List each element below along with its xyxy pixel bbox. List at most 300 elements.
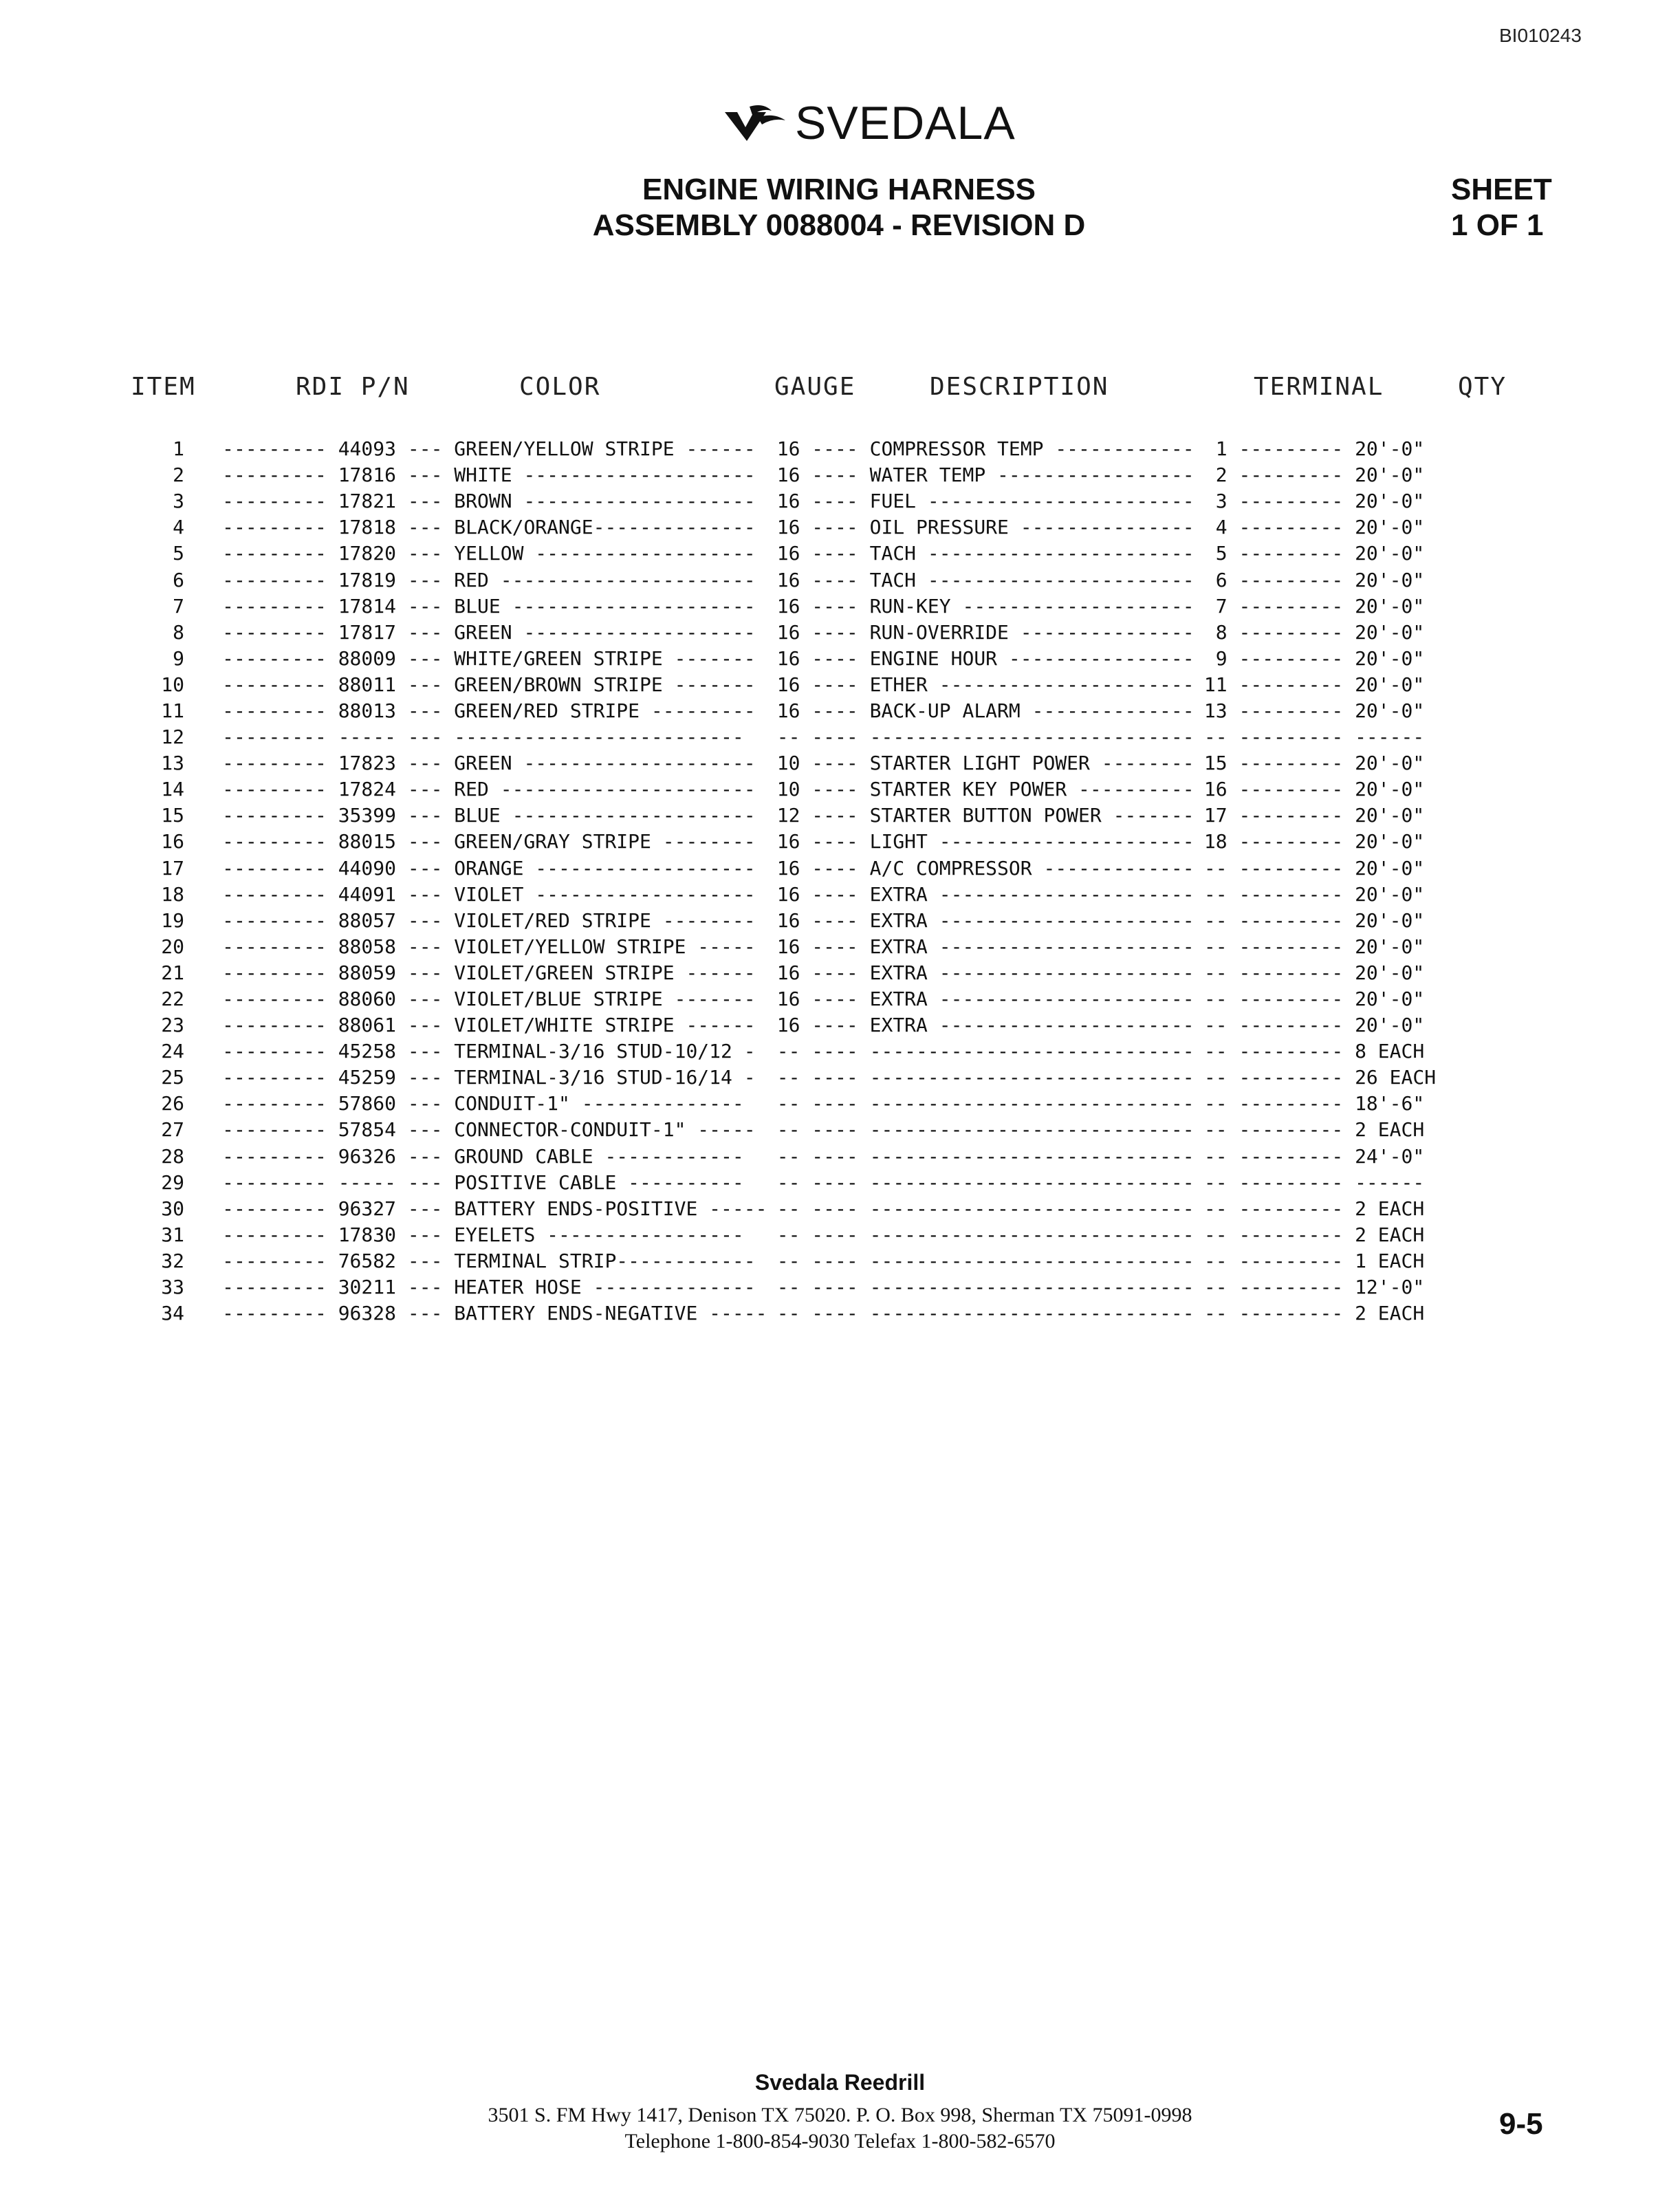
wire-color: --- VIOLET ------------------- (396, 882, 756, 906)
quantity-value: 20'-0" (1355, 778, 1425, 801)
wire-color-value: EYELETS ----------------- (454, 1223, 744, 1246)
column-header-description: DESCRIPTION (930, 373, 1109, 401)
quantity: --------- 20'-0" (1227, 594, 1425, 618)
quantity-value: 18'-6" (1355, 1092, 1425, 1115)
item-number (124, 986, 184, 1012)
terminal-number (1194, 1300, 1228, 1327)
terminal-number (1194, 960, 1228, 986)
quantity-value: 20'-0" (1355, 1014, 1425, 1037)
terminal-number-value: -- (1203, 1170, 1228, 1194)
item-number (124, 960, 184, 986)
part-number-value: ----- (338, 726, 396, 749)
quantity-value: 20'-0" (1355, 646, 1425, 670)
wire-description: ---- ---------------------------- (800, 1249, 1194, 1272)
wire-gauge-value: 16 (776, 882, 800, 906)
item-number (124, 1144, 184, 1170)
footer-company: Svedala Reedrill (754, 2070, 926, 2095)
part-number-value: 35399 (338, 804, 396, 827)
item-number (124, 462, 184, 488)
wire-gauge-value: 16 (776, 856, 800, 880)
wire-color: --- BLUE --------------------- (396, 804, 756, 827)
quantity: --------- 24'-0" (1227, 1144, 1425, 1168)
wire-gauge (767, 646, 800, 672)
wire-description: ---- ---------------------------- (800, 1092, 1194, 1115)
sheet-label: SHEET (1451, 173, 1552, 206)
part-number: --------- 96328 (210, 1302, 396, 1325)
part-number-value: 57860 (338, 1092, 396, 1115)
table-row (124, 1170, 1503, 1196)
wire-color: --- YELLOW ------------------- (396, 542, 756, 565)
wire-gauge (767, 776, 800, 803)
wire-gauge (767, 488, 800, 514)
wire-color: --- TERMINAL STRIP------------ (396, 1249, 756, 1272)
wire-color-value: HEATER HOSE -------------- (454, 1276, 756, 1299)
terminal-number (1194, 1222, 1228, 1248)
wire-color: --- CONNECTOR-CONDUIT-1" ----- (396, 1118, 756, 1142)
quantity: --------- 20'-0" (1227, 752, 1425, 775)
quantity: --------- 20'-0" (1227, 804, 1425, 827)
terminal-number (1194, 1065, 1228, 1091)
item-number (124, 829, 184, 855)
terminal-number (1194, 882, 1228, 908)
wire-color-value: VIOLET/WHITE STRIPE ------ (454, 1014, 756, 1037)
quantity: --------- 20'-0" (1227, 961, 1425, 984)
wire-gauge-value: 16 (776, 830, 800, 853)
sheet-number: 1 OF 1 (1451, 208, 1544, 242)
table-row (124, 593, 1503, 620)
terminal-number-value: -- (1203, 1066, 1228, 1089)
wire-gauge (767, 1196, 800, 1222)
part-number: --------- 30211 (210, 1276, 396, 1299)
terminal-number (1194, 855, 1228, 882)
terminal-number-value: -- (1203, 1302, 1228, 1325)
footer-contact (0, 2102, 1680, 2155)
wire-description: ---- ENGINE HOUR ---------------- (800, 646, 1194, 670)
wire-gauge-value: -- (776, 1249, 800, 1272)
table-row (124, 436, 1503, 462)
table-row (124, 960, 1503, 986)
part-number-value: 17814 (338, 594, 396, 618)
wire-gauge-value: -- (776, 1170, 800, 1194)
wire-color-value: BLUE --------------------- (454, 804, 756, 827)
wire-color-value: RED ---------------------- (454, 568, 756, 591)
terminal-number-value: 5 (1215, 542, 1228, 565)
item-number (124, 620, 184, 646)
quantity-value: 20'-0" (1355, 908, 1425, 932)
item-number-value: 28 (161, 1144, 184, 1168)
wire-gauge-value: 16 (776, 437, 800, 461)
item-number-value: 17 (161, 856, 184, 880)
wire-description-value: ---------------------------- (869, 1040, 1194, 1063)
item-number-value: 15 (161, 804, 184, 827)
wire-gauge (767, 1300, 800, 1327)
wire-gauge (767, 986, 800, 1012)
wire-description: ---- WATER TEMP ----------------- (800, 464, 1194, 487)
wire-color-value: GREEN/GRAY STRIPE -------- (454, 830, 756, 853)
item-number (124, 1300, 184, 1327)
quantity-value: 24'-0" (1355, 1144, 1425, 1168)
wire-gauge-value: 10 (776, 778, 800, 801)
wire-color-value: VIOLET/RED STRIPE -------- (454, 908, 756, 932)
wire-color-value: CONNECTOR-CONDUIT-1" ----- (454, 1118, 756, 1142)
item-number (124, 1012, 184, 1038)
wire-gauge-value: -- (776, 1197, 800, 1220)
item-number-value: 13 (161, 752, 184, 775)
wire-gauge (767, 1170, 800, 1196)
part-number: --------- 17830 (210, 1223, 396, 1246)
wire-description-value: ---------------------------- (869, 1118, 1194, 1142)
quantity-value: 20'-0" (1355, 437, 1425, 461)
quantity-value: 20'-0" (1355, 988, 1425, 1011)
wire-gauge (767, 882, 800, 908)
part-number: --------- 88015 (210, 830, 396, 853)
part-number: --------- 88011 (210, 673, 396, 696)
wire-description: ---- EXTRA ---------------------- (800, 988, 1194, 1011)
part-number: --------- 45259 (210, 1066, 396, 1089)
wire-description: ---- A/C COMPRESSOR ------------- (800, 856, 1194, 880)
terminal-number-value: -- (1203, 1040, 1228, 1063)
terminal-number (1194, 750, 1228, 776)
terminal-number (1194, 724, 1228, 750)
wire-color: --- ------------------------- (396, 726, 744, 749)
quantity: --------- 20'-0" (1227, 437, 1425, 461)
wire-description: ---- STARTER BUTTON POWER ------- (800, 804, 1194, 827)
wire-gauge-value: -- (776, 1040, 800, 1063)
wire-color-value: BLACK/ORANGE-------------- (454, 516, 756, 539)
quantity: --------- 20'-0" (1227, 516, 1425, 539)
terminal-number (1194, 908, 1228, 934)
item-number (124, 882, 184, 908)
part-number: --------- 17821 (210, 490, 396, 513)
wire-gauge (767, 1038, 800, 1065)
item-number (124, 593, 184, 620)
quantity-value: 12'-0" (1355, 1276, 1425, 1299)
wire-color-value: ------------------------- (454, 726, 744, 749)
wire-color: --- GREEN -------------------- (396, 620, 756, 644)
part-number: --------- 45258 (210, 1040, 396, 1063)
wire-gauge (767, 1065, 800, 1091)
terminal-number (1194, 1170, 1228, 1196)
wire-gauge (767, 593, 800, 620)
table-row (124, 908, 1503, 934)
item-number-value: 1 (173, 437, 184, 461)
wire-color: --- RED ---------------------- (396, 568, 756, 591)
part-number: --------- 17823 (210, 752, 396, 775)
wire-gauge (767, 462, 800, 488)
wire-gauge-value: 16 (776, 1014, 800, 1037)
part-number-value: 17821 (338, 490, 396, 513)
quantity: --------- 20'-0" (1227, 673, 1425, 696)
part-number: --------- 17816 (210, 464, 396, 487)
quantity-value: 26 EACH (1355, 1066, 1437, 1089)
item-number (124, 1170, 184, 1196)
part-number-value: 17816 (338, 464, 396, 487)
wire-description: ---- TACH ----------------------- (800, 542, 1194, 565)
wire-gauge (767, 436, 800, 462)
quantity: --------- ------ (1227, 1170, 1425, 1194)
terminal-number (1194, 1091, 1228, 1117)
part-number-value: 76582 (338, 1249, 396, 1272)
quantity-value: 2 EACH (1355, 1118, 1425, 1142)
table-row (124, 724, 1503, 750)
part-number: --------- 88060 (210, 988, 396, 1011)
table-row (124, 829, 1503, 855)
terminal-number-value: -- (1203, 1249, 1228, 1272)
wire-description-value: ---------------------------- (869, 1223, 1194, 1246)
wire-description: ---- ---------------------------- (800, 1144, 1194, 1168)
wire-color-value: WHITE/GREEN STRIPE ------- (454, 646, 756, 670)
item-number (124, 514, 184, 541)
wire-color-value: GREEN/RED STRIPE --------- (454, 699, 756, 722)
quantity-value: 20'-0" (1355, 620, 1425, 644)
terminal-number-value: -- (1203, 726, 1228, 749)
part-number-value: 17817 (338, 620, 396, 644)
terminal-number-value: 8 (1215, 620, 1228, 644)
terminal-number-value: 9 (1215, 646, 1228, 670)
item-number (124, 750, 184, 776)
terminal-number (1194, 488, 1228, 514)
quantity: --------- 20'-0" (1227, 830, 1425, 853)
terminal-number (1194, 1274, 1228, 1300)
footer-phone: Telephone 1-800-854-9030 Telefax 1-800-582-6570 (624, 2130, 1056, 2152)
part-number-value: 88060 (338, 988, 396, 1011)
wire-description: ---- TACH ----------------------- (800, 568, 1194, 591)
wire-description: ---- EXTRA ---------------------- (800, 935, 1194, 958)
quantity: --------- 20'-0" (1227, 882, 1425, 906)
part-number-value: 44090 (338, 856, 396, 880)
wire-description-value: TACH ----------------------- (869, 568, 1194, 591)
wire-description-value: EXTRA ---------------------- (869, 1014, 1194, 1037)
wire-description-value: ---------------------------- (869, 1170, 1194, 1194)
quantity-value: 2 EACH (1355, 1223, 1425, 1246)
wire-color-value: GROUND CABLE ------------ (454, 1144, 744, 1168)
item-number (124, 1222, 184, 1248)
wire-description-value: EXTRA ---------------------- (869, 882, 1194, 906)
table-row (124, 750, 1503, 776)
wire-description-value: FUEL ----------------------- (869, 490, 1194, 513)
wire-description: ---- RUN-KEY -------------------- (800, 594, 1194, 618)
wire-gauge (767, 829, 800, 855)
part-number-value: 30211 (338, 1276, 396, 1299)
title-line-2: ASSEMBLY 0088004 - REVISION D (592, 208, 1086, 242)
wire-description-value: OIL PRESSURE --------------- (869, 516, 1194, 539)
wire-description-value: ---------------------------- (869, 1197, 1194, 1220)
column-header-terminal: TERMINAL (1254, 373, 1384, 401)
wire-description: ---- EXTRA ---------------------- (800, 1014, 1194, 1037)
wire-color-value: BROWN -------------------- (454, 490, 756, 513)
wire-color-value: BLUE --------------------- (454, 594, 756, 618)
quantity-value: 20'-0" (1355, 752, 1425, 775)
wire-color: --- BATTERY ENDS-NEGATIVE ----- (396, 1302, 767, 1325)
wire-color-value: BATTERY ENDS-POSITIVE ----- (454, 1197, 767, 1220)
terminal-number-value: 13 (1203, 699, 1228, 722)
wire-color-value: RED ---------------------- (454, 778, 756, 801)
terminal-number (1194, 567, 1228, 593)
table-row (124, 1012, 1503, 1038)
table-row (124, 488, 1503, 514)
wire-color: --- VIOLET/BLUE STRIPE ------- (396, 988, 756, 1011)
quantity: --------- 18'-6" (1227, 1092, 1425, 1115)
part-number-value: 88013 (338, 699, 396, 722)
wire-gauge-value: 16 (776, 568, 800, 591)
wire-color: --- VIOLET/WHITE STRIPE ------ (396, 1014, 756, 1037)
terminal-number-value: -- (1203, 1092, 1228, 1115)
wire-color-value: YELLOW ------------------- (454, 542, 756, 565)
item-number (124, 724, 184, 750)
quantity-value: 20'-0" (1355, 830, 1425, 853)
wire-gauge-value: 16 (776, 620, 800, 644)
part-number-value: 45259 (338, 1066, 396, 1089)
wire-color-value: GREEN/YELLOW STRIPE ------ (454, 437, 756, 461)
terminal-number (1194, 1248, 1228, 1274)
quantity-value: 8 EACH (1355, 1040, 1425, 1063)
quantity-value: 1 EACH (1355, 1249, 1425, 1272)
column-header-color: COLOR (519, 373, 601, 401)
item-number (124, 698, 184, 724)
item-number-value: 32 (161, 1249, 184, 1272)
part-number-value: 44093 (338, 437, 396, 461)
wire-color: --- POSITIVE CABLE ---------- (396, 1170, 744, 1194)
terminal-number-value: 2 (1215, 464, 1228, 487)
terminal-number-value: 1 (1215, 437, 1228, 461)
terminal-number-value: 11 (1203, 673, 1228, 696)
terminal-number (1194, 829, 1228, 855)
wire-color: --- GREEN -------------------- (396, 752, 756, 775)
column-header-pn: RDI P/N (296, 373, 410, 401)
table-row (124, 567, 1503, 593)
part-number-value: 17824 (338, 778, 396, 801)
wire-gauge-value: 16 (776, 594, 800, 618)
wire-description-value: ---------------------------- (869, 1066, 1194, 1089)
terminal-number (1194, 1012, 1228, 1038)
part-number-value: 17830 (338, 1223, 396, 1246)
terminal-number-value: 16 (1203, 778, 1228, 801)
wire-color: --- BLUE --------------------- (396, 594, 756, 618)
document-title (426, 172, 1252, 243)
wire-color-value: WHITE -------------------- (454, 464, 756, 487)
table-row (124, 1274, 1503, 1300)
part-number-value: 96327 (338, 1197, 396, 1220)
quantity-value: 20'-0" (1355, 882, 1425, 906)
item-number-value: 33 (161, 1276, 184, 1299)
part-number-value: 17823 (338, 752, 396, 775)
wire-color: --- BATTERY ENDS-POSITIVE ----- (396, 1197, 767, 1220)
part-number-value: 88011 (338, 673, 396, 696)
wire-gauge (767, 698, 800, 724)
wire-description: ---- ---------------------------- (800, 1040, 1194, 1063)
part-number-value: 45258 (338, 1040, 396, 1063)
sheet-indicator (1451, 172, 1552, 243)
wire-description-value: ---------------------------- (869, 1302, 1194, 1325)
quantity-value: 20'-0" (1355, 542, 1425, 565)
terminal-number (1194, 436, 1228, 462)
item-number (124, 803, 184, 829)
wire-gauge-value: 16 (776, 673, 800, 696)
wire-description-value: RUN-OVERRIDE --------------- (869, 620, 1194, 644)
logo-wordmark: SVEDALA (795, 97, 1016, 149)
wire-description-value: ETHER ---------------------- (869, 673, 1194, 696)
wire-description: ---- ---------------------------- (800, 1302, 1194, 1325)
item-number-value: 6 (173, 568, 184, 591)
table-row (124, 1144, 1503, 1170)
wire-gauge (767, 1144, 800, 1170)
item-number (124, 567, 184, 593)
quantity-value: 20'-0" (1355, 594, 1425, 618)
footer-address: 3501 S. FM Hwy 1417, Denison TX 75020. P. O. Box 998, Sherman TX 75091-0998 (488, 2104, 1192, 2126)
table-row (124, 776, 1503, 803)
quantity: --------- 1 EACH (1227, 1249, 1425, 1272)
terminal-number (1194, 593, 1228, 620)
terminal-number-value: -- (1203, 1197, 1228, 1220)
quantity-value: ------ (1355, 1170, 1425, 1194)
wire-gauge (767, 855, 800, 882)
terminal-number-value: 4 (1215, 516, 1228, 539)
terminal-number-value: -- (1203, 908, 1228, 932)
wire-color: --- ORANGE ------------------- (396, 856, 756, 880)
wire-gauge-value: -- (776, 1092, 800, 1115)
item-number-value: 31 (161, 1223, 184, 1246)
quantity-value: 20'-0" (1355, 464, 1425, 487)
wire-description-value: STARTER BUTTON POWER ------- (869, 804, 1194, 827)
terminal-number-value: -- (1203, 1014, 1228, 1037)
table-row (124, 672, 1503, 698)
item-number (124, 1091, 184, 1117)
wire-description: ---- ---------------------------- (800, 1066, 1194, 1089)
wire-description: ---- FUEL ----------------------- (800, 490, 1194, 513)
part-number: --------- 88009 (210, 646, 396, 670)
wire-description-value: ---------------------------- (869, 1276, 1194, 1299)
item-number (124, 436, 184, 462)
quantity-value: 20'-0" (1355, 935, 1425, 958)
table-row (124, 620, 1503, 646)
part-number: --------- 17824 (210, 778, 396, 801)
quantity-value: 20'-0" (1355, 961, 1425, 984)
terminal-number-value: 3 (1215, 490, 1228, 513)
quantity-value: 20'-0" (1355, 699, 1425, 722)
part-number-value: 88015 (338, 830, 396, 853)
item-number-value: 21 (161, 961, 184, 984)
wire-gauge (767, 960, 800, 986)
wire-gauge-value: -- (776, 1144, 800, 1168)
wire-color: --- TERMINAL-3/16 STUD-10/12 - (396, 1040, 756, 1063)
terminal-number (1194, 934, 1228, 960)
svedala-logo-icon (722, 102, 791, 144)
wire-color: --- GREEN/RED STRIPE --------- (396, 699, 756, 722)
table-row (124, 1196, 1503, 1222)
item-number (124, 1248, 184, 1274)
wire-description-value: ---------------------------- (869, 1092, 1194, 1115)
wire-description-value: ---------------------------- (869, 726, 1194, 749)
table-row (124, 855, 1503, 882)
terminal-number (1194, 514, 1228, 541)
wire-color: --- BROWN -------------------- (396, 490, 756, 513)
wire-color: --- GREEN/YELLOW STRIPE ------ (396, 437, 756, 461)
parts-table (124, 436, 1503, 1327)
item-number-value: 24 (161, 1040, 184, 1063)
quantity: --------- 20'-0" (1227, 856, 1425, 880)
terminal-number-value: 18 (1203, 830, 1228, 853)
terminal-number-value: 17 (1203, 804, 1228, 827)
terminal-number-value: -- (1203, 1144, 1228, 1168)
quantity: --------- ------ (1227, 726, 1425, 749)
wire-description-value: ENGINE HOUR ---------------- (869, 646, 1194, 670)
table-row (124, 1300, 1503, 1327)
wire-gauge (767, 908, 800, 934)
column-header-qty: QTY (1458, 373, 1507, 401)
wire-gauge (767, 1248, 800, 1274)
part-number: --------- 44093 (210, 437, 396, 461)
table-row (124, 698, 1503, 724)
